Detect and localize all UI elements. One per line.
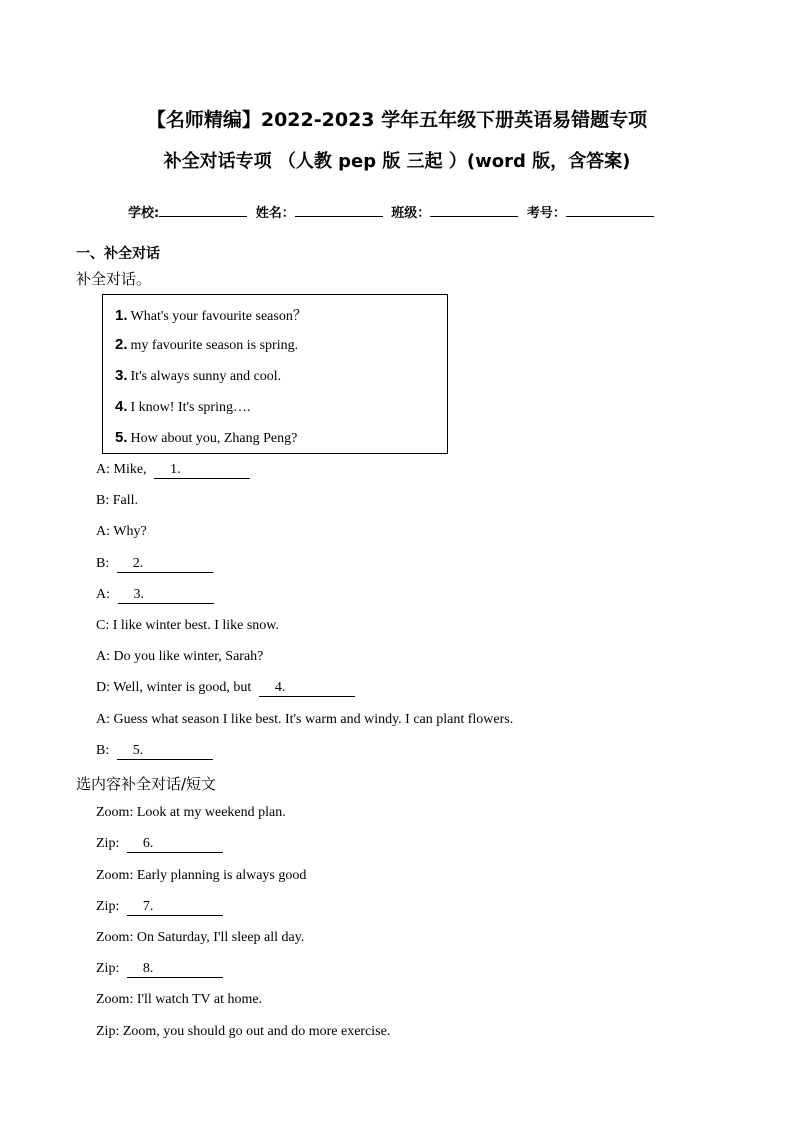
dialogue-line	[96, 805, 286, 821]
dialogue-line	[96, 462, 250, 479]
dialogue-text: A: Guess what season I like best. It's warm and windy. I can plant flowers.	[96, 712, 514, 727]
section1-instruction: 补全对话。	[76, 270, 152, 288]
dialogue-text: Zip:	[96, 836, 120, 851]
option-item	[115, 398, 250, 416]
option-item	[115, 305, 307, 325]
dialogue-line	[96, 712, 513, 728]
option-number: 4.	[115, 398, 128, 415]
dialogue-text: D: Well, winter is good, but	[96, 680, 252, 695]
dialogue-text: B:	[96, 743, 110, 758]
answer-blank[interactable]: 8.	[127, 961, 223, 978]
dialogue-text: A: Mike,	[96, 462, 147, 477]
dialogue-text: B:	[96, 556, 110, 571]
name-field[interactable]	[295, 204, 383, 217]
student-info-row	[128, 202, 658, 221]
dialogue-line	[96, 556, 213, 573]
dialogue-line	[96, 930, 304, 946]
option-text: How about you, Zhang Peng?	[130, 431, 298, 446]
class-field[interactable]	[430, 204, 518, 217]
answer-blank[interactable]: 5.	[117, 743, 213, 760]
answer-blank[interactable]: 4.	[259, 680, 355, 697]
dialogue-text: A: Why?	[96, 524, 147, 539]
answer-blank[interactable]: 2.	[117, 556, 213, 573]
name-label: 姓名：	[255, 206, 295, 221]
dialogue-line	[96, 836, 223, 853]
class-label: 班级：	[391, 206, 431, 221]
dialogue-line	[96, 524, 147, 540]
option-item	[115, 336, 298, 354]
dialogue-text: A:	[96, 587, 110, 602]
dialogue-text: Zip: Zoom, you should go out and do more exercise.	[96, 1024, 391, 1039]
dialogue-text: Zip:	[96, 961, 120, 976]
dialogue-text: Zoom: Look at my weekend plan.	[96, 805, 286, 820]
option-number: 2.	[115, 336, 128, 353]
option-item	[115, 367, 281, 385]
option-number: 5.	[115, 429, 128, 446]
section-heading: 一、补全对话	[76, 246, 160, 262]
dialogue-text: Zoom: On Saturday, I'll sleep all day.	[96, 930, 305, 945]
dialogue-text: C: I like winter best. I like snow.	[96, 618, 280, 633]
exam-number-field[interactable]	[566, 204, 654, 217]
dialogue-text: Zoom: Early planning is always good	[96, 868, 307, 883]
dialogue-text: Zoom: I'll watch TV at home.	[96, 992, 263, 1007]
dialogue-text: Zip:	[96, 899, 120, 914]
school-label: 学校:	[128, 206, 160, 221]
dialogue-line	[96, 680, 355, 697]
dialogue-line	[96, 493, 138, 509]
answer-blank[interactable]: 6.	[127, 836, 223, 853]
answer-blank[interactable]: 1.	[154, 462, 250, 479]
dialogue-line	[96, 1024, 390, 1040]
page-subtitle: 补全对话专项 （人教 pep 版 三起 ）(word 版，含答案)	[163, 151, 631, 172]
dialogue-line	[96, 992, 262, 1008]
dialogue-line	[96, 587, 214, 604]
dialogue-text: A: Do you like winter, Sarah?	[96, 649, 264, 664]
option-item	[115, 429, 297, 447]
dialogue-line	[96, 868, 306, 884]
dialogue-line	[96, 899, 223, 916]
dialogue-line	[96, 743, 213, 760]
option-text: I know! It's spring….	[130, 400, 251, 415]
options-box	[102, 294, 448, 454]
dialogue-text: B: Fall.	[96, 493, 139, 508]
dialogue-line	[96, 961, 223, 978]
option-text: my favourite season is spring.	[130, 338, 299, 353]
dialogue-line	[96, 618, 279, 634]
answer-blank[interactable]: 7.	[127, 899, 223, 916]
option-number: 3.	[115, 367, 128, 384]
page-title: 【名师精编】2022-2023 学年五年级下册英语易错题专项	[146, 109, 648, 131]
answer-blank[interactable]: 3.	[118, 587, 214, 604]
option-text: What's your favourite season？	[130, 309, 307, 324]
option-text: It's always sunny and cool.	[130, 369, 282, 384]
option-number: 1.	[115, 307, 128, 324]
dialogue-line	[96, 649, 263, 665]
section2-instruction: 选内容补全对话/短文	[76, 775, 217, 793]
exam-number-label: 考号：	[526, 206, 566, 221]
school-field[interactable]	[159, 204, 247, 217]
